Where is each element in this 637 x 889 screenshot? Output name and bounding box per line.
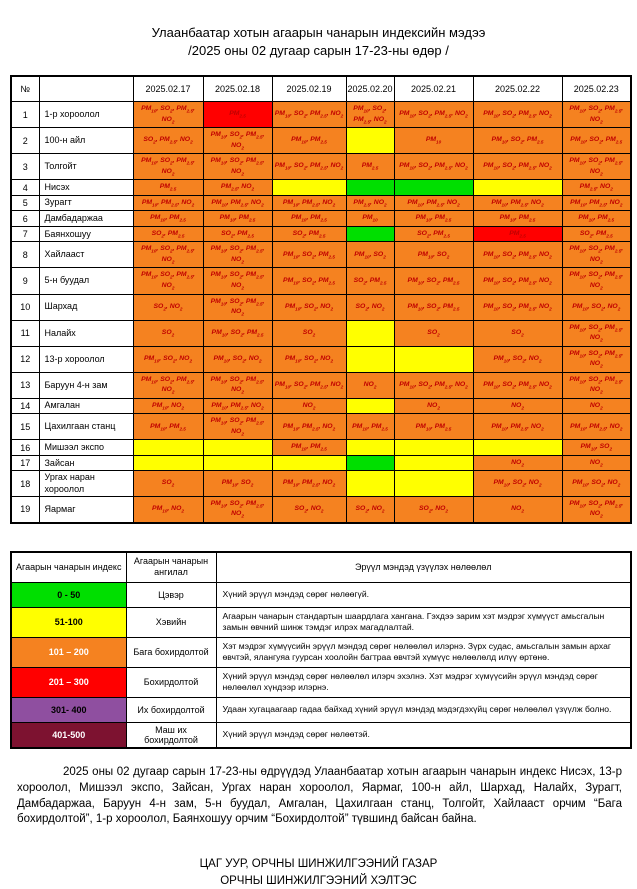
aqi-cell: $SO_2$, $NO_2$ (346, 294, 394, 320)
aqi-cell: $PM_{10}$, $SO_2$, $PM_{2.5}$, $NO_2$ (272, 154, 346, 180)
page-title: Улаанбаатар хотын агаарын чанарын индексийн мэдээ (151, 25, 486, 40)
table-row (11, 320, 631, 346)
aqi-cell: $PM_{10}$ (346, 211, 394, 227)
row-number: 18 (11, 471, 39, 497)
aqi-cell: $PM_{10}$, $SO_2$, $PM_{2.5}$, $NO_2$ (133, 102, 203, 128)
station-name: Зурагт (39, 195, 133, 211)
footer-line: ЦАГ УУР, ОРЧНЫ ШИНЖИЛГЭЭНИЙ ГАЗАР (199, 858, 438, 871)
aqi-cell: $SO_2$, $NO_2$ (272, 496, 346, 523)
table-row (11, 440, 631, 456)
health-effect-cell: Хүний эрүүл мэндэд сөрөг нөлөөлөл илэрч эхэлнэ. Хэт мэдрэг хүмүүсийн эрүүл мэндэд сөрөг нөлөөлөл хүндээр илэрнэ. (216, 667, 631, 697)
legend-header-row (11, 552, 631, 582)
aqi-cell (203, 440, 272, 456)
table-row (11, 242, 631, 268)
aqi-cell: $PM_{10}$, $SO_2$, $PM_{2.5}$ (203, 320, 272, 346)
aqi-cell: $PM_{10}$, $PM_{2.5}$, $NO_2$ (562, 195, 631, 211)
aqi-cell (346, 346, 394, 372)
aqi-cell: $SO_2$, $PM_{2.5}$ (203, 226, 272, 242)
aqi-category-cell: Маш их бохирдолтой (126, 723, 216, 749)
aqi-cell (394, 455, 473, 471)
aqi-cell (394, 440, 473, 456)
aqi-cell: $PM_{10}$, $SO_2$, $NO_2$ (562, 294, 631, 320)
aqi-cell (346, 180, 394, 196)
aqi-cell: $PM_{10}$, $SO_2$, $PM_{2.5}$, $NO_2$ (473, 242, 562, 268)
date-column-header: 2025.02.23 (562, 76, 631, 102)
station-name: Амгалан (39, 398, 133, 414)
station-name: Нисэх (39, 180, 133, 196)
aqi-cell: $NO_2$ (346, 372, 394, 398)
station-name: Мишээл экспо (39, 440, 133, 456)
aqi-cell: $PM_{10}$, $SO_2$, $PM_{2.5}$, $NO_2$ (562, 496, 631, 523)
legend-row (11, 667, 631, 697)
station-name: Баянхошуу (39, 226, 133, 242)
table-row (11, 211, 631, 227)
aqi-cell: $PM_{10}$, $SO_2$, $PM_{2.5}$, $NO_2$ (203, 414, 272, 440)
aqi-cell: $NO_2$ (473, 496, 562, 523)
table-row (11, 195, 631, 211)
aqi-cell: $PM_{10}$, $PM_{2.5}$ (562, 211, 631, 227)
table-row (11, 496, 631, 523)
aqi-cell: $PM_{10}$, $SO_2$, $NO_2$ (473, 346, 562, 372)
aqi-cell: $PM_{10}$, $SO_2$, $PM_{2.5}$, $NO_2$ (562, 320, 631, 346)
aqi-range-cell: 0 - 50 (11, 582, 126, 607)
aqi-cell (346, 320, 394, 346)
aqi-cell: $PM_{10}$, $SO_2$ (203, 471, 272, 497)
aqi-cell: $SO_2$ (272, 320, 346, 346)
aqi-cell: $PM_{10}$, $PM_{2.5}$, $NO_2$ (272, 195, 346, 211)
table-row (11, 294, 631, 320)
aqi-cell: $PM_{10}$, $SO_2$, $PM_{2.5}$, $NO_2$ (394, 154, 473, 180)
aqi-cell (346, 128, 394, 154)
aqi-cell: $PM_{10}$, $SO_2$, $PM_{2.5}$, $NO_2$ (133, 268, 203, 294)
aqi-cell: $NO_2$ (562, 398, 631, 414)
row-number: 14 (11, 398, 39, 414)
station-name: Налайх (39, 320, 133, 346)
aqi-cell: $SO_2$, $PM_{2.5}$ (346, 268, 394, 294)
aqi-cell: $PM_{2.5}$ (203, 102, 272, 128)
aqi-cell: $PM_{2.5}$ (346, 154, 394, 180)
station-name: Баруун 4-н зам (39, 372, 133, 398)
aqi-cell: $SO_2$ (473, 320, 562, 346)
aqi-cell: $SO_2$, $PM_{2.5}$ (272, 226, 346, 242)
aqi-cell (394, 180, 473, 196)
aqi-cell (272, 180, 346, 196)
aqi-cell: $PM_{10}$, $PM_{2.5}$, $NO_2$ (272, 471, 346, 497)
date-column-header: 2025.02.19 (272, 76, 346, 102)
aqi-category-cell: Хэвийн (126, 607, 216, 637)
aqi-cell: $SO_2$ (133, 320, 203, 346)
table-row (11, 226, 631, 242)
aqi-cell: $PM_{10}$, $SO_2$, $NO_2$ (562, 471, 631, 497)
aqi-cell: $PM_{2.5}$, $NO_2$ (346, 195, 394, 211)
row-number: 7 (11, 226, 39, 242)
aqi-cell: $PM_{10}$, $PM_{2.5}$ (346, 414, 394, 440)
table-row (11, 471, 631, 497)
aqi-cell (346, 440, 394, 456)
aqi-cell: $SO_2$, $PM_{2.5}$, $NO_2$ (133, 128, 203, 154)
aqi-cell: $PM_{10}$, $PM_{2.5}$, $NO_2$ (473, 195, 562, 211)
aqi-cell: $PM_{10}$, $NO_2$ (133, 398, 203, 414)
aqi-cell: $PM_{10}$, $PM_{2.5}$, $NO_2$ (562, 414, 631, 440)
aqi-range-cell: 301- 400 (11, 698, 126, 723)
aqi-cell (473, 440, 562, 456)
station-name: Хайлааст (39, 242, 133, 268)
station-name: Дамбадаржаа (39, 211, 133, 227)
aqi-cell (473, 180, 562, 196)
legend-row (11, 582, 631, 607)
legend-row (11, 698, 631, 723)
station-name: Ургах наран хороолол (39, 471, 133, 497)
date-column-header: 2025.02.17 (133, 76, 203, 102)
aqi-cell: $PM_{10}$, $SO_2$, $NO_2$ (473, 471, 562, 497)
aqi-cell: $SO_2$, $NO_2$ (394, 496, 473, 523)
aqi-cell: $PM_{10}$, $SO_2$, $PM_{2.5}$, $NO_2$ (133, 372, 203, 398)
aqi-cell (394, 346, 473, 372)
aqi-cell: $PM_{10}$, $SO_2$, $PM_{2.5}$, $NO_2$ (562, 346, 631, 372)
health-effect-cell: Агаарын чанарын стандартын шаардлага хангана. Гэхдээ зарим хэт мэдрэг хүмүүст амьсгалын замын өвчний шинж тэмдэг илрэх магадлалтай. (216, 607, 631, 637)
aqi-cell: $PM_{10}$, $SO_2$, $PM_{2.5}$, $NO_2$ (203, 128, 272, 154)
aqi-cell: $PM_{10}$, $PM_{2.5}$, $NO_2$ (473, 414, 562, 440)
aqi-cell: $PM_{10}$, $SO_2$, $PM_{2.5}$, $NO_2$ (473, 102, 562, 128)
aqi-cell: $PM_{10}$, $SO_2$ (346, 242, 394, 268)
row-number: 11 (11, 320, 39, 346)
aqi-category-cell: Их бохирдолтой (126, 698, 216, 723)
aqi-cell: $SO_2$ (394, 320, 473, 346)
station-name: 5-н буудал (39, 268, 133, 294)
aqi-cell: $PM_{10}$, $PM_{2.5}$, $NO_2$ (203, 195, 272, 211)
aqi-cell: $PM_{10}$, $PM_{2.5}$ (272, 128, 346, 154)
aqi-cell: $NO_2$ (562, 455, 631, 471)
aqi-cell: $SO_2$ (133, 471, 203, 497)
aqi-cell: $PM_{10}$, $SO_2$, $PM_{2.5}$, $NO_2$ (473, 294, 562, 320)
aqi-cell: $PM_{2.5}$, $NO_2$ (203, 180, 272, 196)
aqi-cell: $PM_{10}$, $SO_2$, $PM_{2.5}$ (272, 268, 346, 294)
aqi-cell: $PM_{10}$, $SO_2$, $PM_{2.5}$, $NO_2$ (346, 102, 394, 128)
table-row (11, 414, 631, 440)
aqi-cell: $PM_{10}$, $PM_{2.5}$ (203, 211, 272, 227)
aqi-cell: $PM_{10}$, $PM_{2.5}$ (272, 440, 346, 456)
health-effect-cell: Хэт мэдрэг хүмүүсийн эрүүл мэндэд сөрөг нөлөөлөл илэрнэ. Зүрх судас, амьсгалын замын архаг өвчтэй, ялангуяа гуурсан хоолойн багтраа өвчтэй хүмүүс нөлөөлөлд илүү өртөнө. (216, 637, 631, 667)
table-row (11, 128, 631, 154)
aqi-cell (346, 471, 394, 497)
health-effect-cell: Хүний эрүүл мэндэд сөрөг нөлөөтэй. (216, 723, 631, 749)
aqi-cell: $PM_{10}$, $PM_{2.5}$ (394, 414, 473, 440)
summary-paragraph: 2025 оны 02 дугаар сарын 17-23-ны өдрүүдэд Улаанбаатар хотын агаарын чанарын индекс Нисэх, 13-р хороолол, Мишээл экспо, Зайсан, Ургах наран хороолол, Яармаг, 100-н айл, Шархад, Налайх, Зурагт, Дамбадаржаа, Баруун 4-н зам, 5-н буудал, Амгалан, Цахилгаан станц, Толгойт, Хайлааст орчим “Бага бохирдолтой”, 1-р хороолол, Баянхошуу орчим “Бохирдолтой” түвшинд байсан байна. (17, 766, 622, 826)
aqi-cell: $PM_{10}$, $SO_2$, $PM_{2.5}$, $NO_2$ (394, 372, 473, 398)
date-column-header: 2025.02.20 (346, 76, 394, 102)
aqi-cell (272, 455, 346, 471)
aqi-range-cell: 101 – 200 (11, 637, 126, 667)
row-number: 16 (11, 440, 39, 456)
station-name: Цахилгаан станц (39, 414, 133, 440)
station-name: Яармаг (39, 496, 133, 523)
row-number: 2 (11, 128, 39, 154)
row-number: 8 (11, 242, 39, 268)
aqi-cell: $PM_{10}$, $SO_2$, $NO_2$ (133, 346, 203, 372)
aqi-cell: $SO_2$, $PM_{2.5}$ (394, 226, 473, 242)
row-number: 19 (11, 496, 39, 523)
table-row (11, 372, 631, 398)
station-name: Шархад (39, 294, 133, 320)
aqi-cell: $SO_2$, $NO_2$ (346, 496, 394, 523)
aqi-cell: $PM_{2.5}$ (133, 180, 203, 196)
aqi-cell: $PM_{10}$, $SO_2$, $NO_2$ (203, 346, 272, 372)
aqi-cell: $PM_{10}$, $SO_2$, $PM_{2.5}$, $NO_2$ (473, 154, 562, 180)
aqi-cell: $PM_{10}$, $SO_2$ (394, 242, 473, 268)
station-name: 100-н айл (39, 128, 133, 154)
aqi-cell: $PM_{10}$, $SO_2$, $PM_{2.5}$, $NO_2$ (203, 154, 272, 180)
aqi-cell: $PM_{10}$, $SO_2$, $PM_{2.5}$, $NO_2$ (133, 242, 203, 268)
document-header (0, 24, 637, 59)
aqi-cell: $PM_{10}$, $SO_2$, $PM_{2.5}$ (562, 128, 631, 154)
aqi-category-cell: Цэвэр (126, 582, 216, 607)
table-row (11, 180, 631, 196)
aqi-cell: $NO_2$ (394, 398, 473, 414)
station-column-header (39, 76, 133, 102)
aqi-cell: $PM_{10}$, $SO_2$, $PM_{2.5}$, $NO_2$ (562, 154, 631, 180)
health-effect-cell: Хүний эрүүл мэндэд сөрөг нөлөөгүй. (216, 582, 631, 607)
legend-index-header: Агаарын чанарын индекс (11, 552, 126, 582)
row-number: 3 (11, 154, 39, 180)
legend-row (11, 607, 631, 637)
aqi-cell: $PM_{10}$, $PM_{2.5}$, $NO_2$ (272, 414, 346, 440)
legend-class-header: Агаарын чанарын ангилал (126, 552, 216, 582)
date-column-header: 2025.02.21 (394, 76, 473, 102)
aqi-range-cell: 51-100 (11, 607, 126, 637)
aqi-cell: $PM_{10}$, $SO_2$, $PM_{2.5}$, $NO_2$ (394, 102, 473, 128)
date-column-header: 2025.02.18 (203, 76, 272, 102)
row-number: 9 (11, 268, 39, 294)
table-row (11, 102, 631, 128)
aqi-cell: $PM_{10}$, $SO_2$, $PM_{2.5}$, $NO_2$ (203, 496, 272, 523)
aqi-range-cell: 201 – 300 (11, 667, 126, 697)
aqi-cell: $PM_{10}$, $SO_2$, $PM_{2.5}$, $NO_2$ (203, 294, 272, 320)
aqi-header-row (11, 76, 631, 102)
aqi-cell: $PM_{10}$, $NO_2$ (133, 496, 203, 523)
aqi-cell: $PM_{10}$, $SO_2$, $PM_{2.5}$, $NO_2$ (203, 242, 272, 268)
aqi-cell: $PM_{10}$, $SO_2$, $NO_2$ (272, 346, 346, 372)
aqi-cell (346, 455, 394, 471)
aqi-cell: $PM_{10}$ (394, 128, 473, 154)
aqi-cell: $PM_{10}$, $SO_2$, $PM_{2.5}$, $NO_2$ (473, 268, 562, 294)
aqi-cell: $PM_{2.5}$, $NO_2$ (562, 180, 631, 196)
aqi-cell: $NO_2$ (272, 398, 346, 414)
station-name: Толгойт (39, 154, 133, 180)
legend-table (10, 551, 632, 749)
page-subtitle: /2025 оны 02 дугаар сарын 17-23-ны өдөр / (188, 42, 449, 58)
aqi-cell: $NO_2$ (473, 398, 562, 414)
aqi-cell: $PM_{10}$, $SO_2$, $PM_{2.5}$, $NO_2$ (272, 102, 346, 128)
date-column-header: 2025.02.22 (473, 76, 562, 102)
row-number: 15 (11, 414, 39, 440)
table-row (11, 398, 631, 414)
row-number: 10 (11, 294, 39, 320)
aqi-cell: $PM_{10}$, $SO_2$, $NO_2$ (272, 294, 346, 320)
station-name: Зайсан (39, 455, 133, 471)
aqi-cell: $PM_{10}$, $SO_2$, $PM_{2.5}$, $NO_2$ (562, 102, 631, 128)
aqi-cell: $PM_{10}$, $PM_{2.5}$, $NO_2$ (203, 398, 272, 414)
table-row (11, 455, 631, 471)
aqi-cell: $SO_2$, $PM_{2.5}$ (133, 226, 203, 242)
aqi-cell (346, 226, 394, 242)
aqi-cell: $PM_{10}$, $PM_{2.5}$ (133, 414, 203, 440)
legend-effect-header: Эрүүл мэндэд үзүүлэх нөлөөлөл (216, 552, 631, 582)
row-number: 5 (11, 195, 39, 211)
footer-line: ОРЧНЫ ШИНЖИЛГЭЭНИЙ ХЭЛТЭС (220, 874, 417, 887)
aqi-cell: $PM_{10}$, $SO_2$, $PM_{2.5}$ (473, 128, 562, 154)
aqi-cell: $PM_{10}$, $PM_{2.5}$ (272, 211, 346, 227)
aqi-cell: $PM_{10}$, $PM_{2.5}$, $NO_2$ (133, 195, 203, 211)
aqi-cell (133, 455, 203, 471)
aqi-table (10, 75, 632, 524)
aqi-cell: $NO_2$ (473, 455, 562, 471)
station-name: 1-р хороолол (39, 102, 133, 128)
aqi-category-cell: Бага бохирдолтой (126, 637, 216, 667)
aqi-cell: $PM_{10}$, $SO_2$, $PM_{2.5}$ (394, 294, 473, 320)
legend-row (11, 637, 631, 667)
document-footer (0, 856, 637, 889)
table-row (11, 268, 631, 294)
station-name: 13-р хороолол (39, 346, 133, 372)
aqi-cell: $PM_{10}$, $SO_2$, $PM_{2.5}$, $NO_2$ (203, 372, 272, 398)
aqi-cell: $PM_{10}$, $SO_2$, $PM_{2.5}$, $NO_2$ (562, 242, 631, 268)
aqi-cell: $PM_{10}$, $SO_2$, $PM_{2.5}$, $NO_2$ (203, 268, 272, 294)
aqi-cell: $PM_{10}$, $PM_{2.5}$ (473, 211, 562, 227)
aqi-range-cell: 401-500 (11, 723, 126, 749)
aqi-cell: $PM_{10}$, $SO_2$, $PM_{2.5}$, $NO_2$ (133, 154, 203, 180)
aqi-cell (203, 455, 272, 471)
aqi-cell: $PM_{10}$, $PM_{2.5}$ (133, 211, 203, 227)
aqi-cell (133, 440, 203, 456)
row-number: 13 (11, 372, 39, 398)
table-row (11, 154, 631, 180)
no-column-header: № (11, 76, 39, 102)
aqi-cell: $PM_{10}$, $SO_2$, $PM_{2.5}$, $NO_2$ (473, 372, 562, 398)
aqi-cell (394, 471, 473, 497)
table-row (11, 346, 631, 372)
aqi-cell: $PM_{10}$, $SO_2$ (562, 440, 631, 456)
aqi-cell: $PM_{2.5}$ (473, 226, 562, 242)
row-number: 4 (11, 180, 39, 196)
aqi-cell: $PM_{10}$, $SO_2$, $PM_{2.5}$, $NO_2$ (272, 372, 346, 398)
legend-row (11, 723, 631, 749)
aqi-cell: $SO_2$, $NO_2$ (133, 294, 203, 320)
aqi-cell: $PM_{10}$, $PM_{2.5}$, $NO_2$ (394, 195, 473, 211)
aqi-cell: $PM_{10}$, $SO_2$, $PM_{2.5}$, $NO_2$ (562, 268, 631, 294)
health-effect-cell: Удаан хугацаагаар гадаа байхад хүний эрүүл мэндэд мэдэгдэхүйц сөрөг нөлөөлөл үзүүлж болно. (216, 698, 631, 723)
aqi-category-cell: Бохирдолтой (126, 667, 216, 697)
aqi-cell (346, 398, 394, 414)
row-number: 17 (11, 455, 39, 471)
aqi-cell: $SO_2$, $PM_{2.5}$ (562, 226, 631, 242)
aqi-cell: $PM_{10}$, $SO_2$, $PM_{2.5}$, $NO_2$ (562, 372, 631, 398)
aqi-cell: $PM_{10}$, $SO_2$, $PM_{2.5}$ (272, 242, 346, 268)
row-number: 1 (11, 102, 39, 128)
row-number: 6 (11, 211, 39, 227)
aqi-cell: $PM_{10}$, $PM_{2.5}$ (394, 211, 473, 227)
aqi-cell: $PM_{10}$, $SO_2$, $PM_{2.5}$ (394, 268, 473, 294)
row-number: 12 (11, 346, 39, 372)
